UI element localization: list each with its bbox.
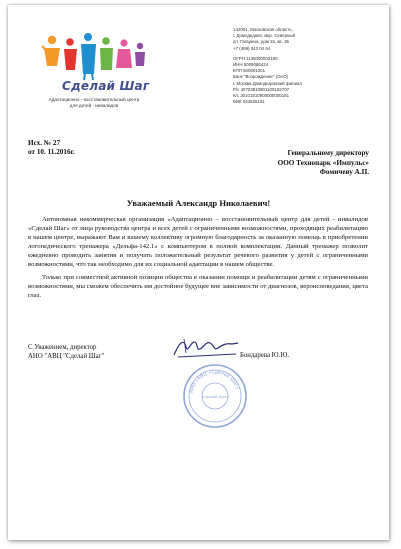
phone-number: +7 (499) 343 04 64 bbox=[233, 45, 271, 51]
signoff-organization: АНО "АВЦ "Сделай Шаг" bbox=[28, 353, 105, 361]
outgoing-number: Исх. № 27 bbox=[28, 139, 61, 147]
address-line: г. Домодедово, мкр. Северный bbox=[233, 33, 296, 39]
bank-branch: г. Москва Домодедовский филиал bbox=[233, 80, 303, 86]
addressee-company: ООО Технопарк «Импульс» bbox=[277, 158, 369, 167]
bik: БИК 044525181 bbox=[233, 99, 265, 105]
stamp-center-text: «Сделай Шаг» bbox=[201, 395, 229, 399]
addressee-name: Фомичеву А.П. bbox=[319, 168, 369, 177]
correspondent-account: К/с 30101810900000000181 bbox=[233, 93, 290, 99]
settlement-account: Р/с 40703810801100162707 bbox=[233, 86, 290, 92]
svg-text:АНО «АВЦ «Сделай Шаг» bbox=[189, 369, 240, 393]
bank-name: Банк "Возрождение" (ОАО) bbox=[233, 74, 289, 80]
organization-logo bbox=[40, 32, 148, 122]
inn: ИНН 5009086424 bbox=[233, 62, 269, 68]
signoff-line: С Уважением, директор bbox=[28, 344, 97, 351]
greeting: Уважаемый Александр Николаевич! bbox=[126, 198, 271, 208]
address-line: ул. Гагарина, дом 15, кв. 35 bbox=[233, 39, 289, 45]
signer-name: Бондарева Ю.Ю. bbox=[240, 352, 290, 359]
address-line: 142001, Московская область, bbox=[233, 27, 293, 32]
ogrn: ОГРН 1135000002180 bbox=[233, 55, 278, 61]
kpp: КПП 500901001 bbox=[233, 68, 266, 74]
letter-body bbox=[28, 215, 368, 304]
logo-name: Сделай Шаг bbox=[62, 79, 150, 93]
addressee-block bbox=[278, 149, 369, 178]
children-figures-icon bbox=[40, 32, 148, 82]
body-paragraph: Только при совместной активной позиции общества в оказании помощи и реабилитации детям с ограниченными возможностями, мы сможем обеспечить им достойное будущее вне зависимости от диагнозов, вероисповедания, цвета глаз. bbox=[28, 274, 368, 299]
outgoing-reference bbox=[28, 139, 75, 157]
logo-tagline: Адаптационно - восстановительный центр для детей - инвалидов bbox=[48, 97, 140, 108]
organization-requisites bbox=[233, 27, 383, 105]
stamp-outer-text: АНО «АВЦ «Сделай Шаг» bbox=[189, 370, 240, 394]
addressee-position: Генеральному директору bbox=[287, 149, 369, 157]
body-paragraph: Автономная некоммерческая организация «Адаптационно – восстановительный центр для детей - инвалидов «Сделай Шаг» от лица руководства центра и всех детей с ограниченными возможностями, проходящих реабилитацию в нашем центре, выражают Вам и вашему коллективу огромную благодарность за оказанную помощь в приобретении логопедического тренажера «Дельфа-142.1» с компьютером в полной комплектации. Данный тренажер позволит ежедневно проводить занятия и получать положительный результат речевого развития у детей с ограниченными возможностями, что так необходимо для их социальной адаптации в нашем обществе. bbox=[28, 216, 368, 268]
handwritten-signature bbox=[170, 335, 242, 361]
letter-page bbox=[8, 5, 389, 540]
signoff bbox=[28, 343, 104, 362]
organization-stamp bbox=[181, 362, 249, 430]
outgoing-date: от 10. 11.2016г. bbox=[28, 148, 75, 156]
